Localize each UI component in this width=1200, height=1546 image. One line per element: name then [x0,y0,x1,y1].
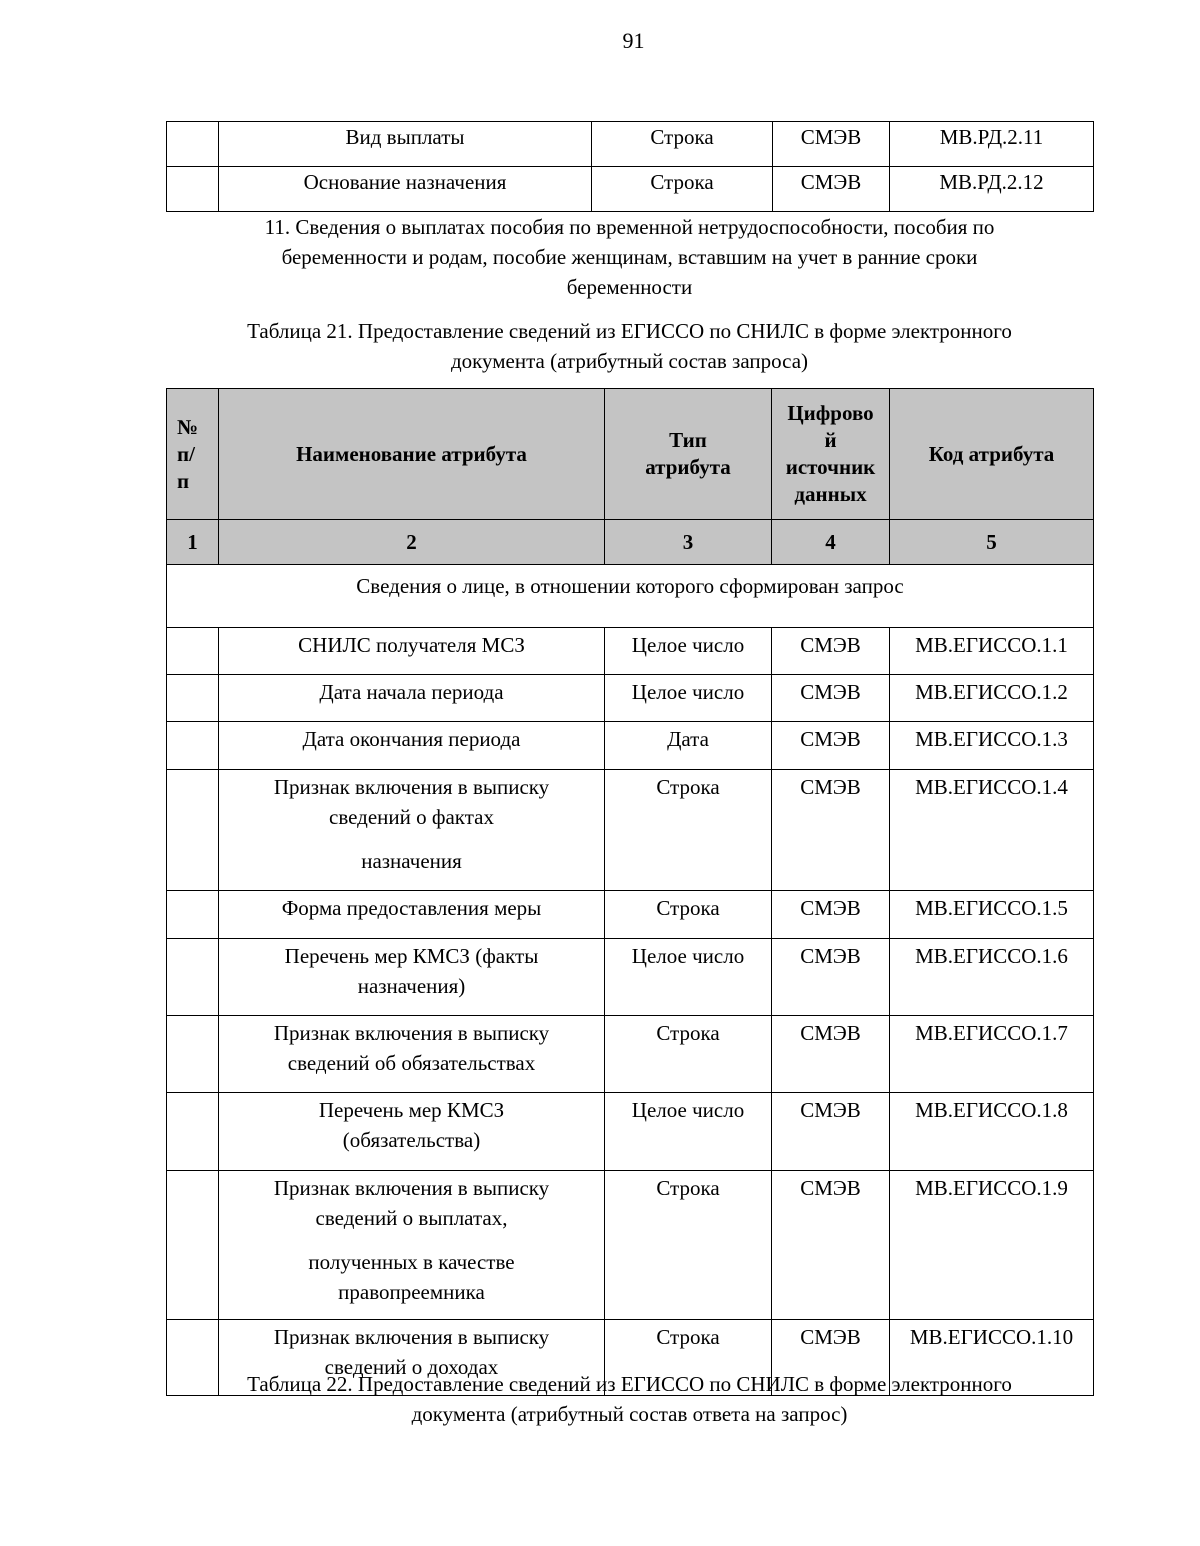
caption-line: документа (атрибутный состав запроса) [450,349,809,373]
caption-line: документа (атрибутный состав ответа на запрос) [411,1402,848,1426]
attribute-name-line [219,1233,604,1247]
header-number: 1 [167,520,219,565]
header-type-line: атрибута [645,455,731,479]
attribute-name-line: Признак включения в выписку [273,775,550,799]
attribute-name-line: назначения [361,849,462,873]
data-source-cell: СМЭВ [772,675,890,722]
attribute-name-line: Перечень мер КМСЗ (факты [284,944,539,968]
attribute-name-cell: Основание назначения [219,167,592,212]
attribute-type-cell: Целое число [605,939,772,1016]
header-name: Наименование атрибута [219,389,605,520]
table-row [167,1016,1094,1093]
page-number: 91 [622,28,645,53]
caption-line: Таблица 22. Предоставление сведений из ЕГИССО по СНИЛС в форме электронного [247,1372,1012,1396]
header-source-line: данных [794,482,867,506]
attribute-code-cell: МВ.ЕГИССО.1.3 [890,722,1094,770]
attribute-name-line: Признак включения в выписку [273,1021,550,1045]
data-source-cell: СМЭВ [772,1016,890,1093]
header-type-line: Тип [669,428,707,452]
attribute-name-cell: Вид выплаты [219,122,592,167]
table-21-caption [166,316,1093,376]
attribute-name-cell [219,939,605,1016]
attribute-code-cell: МВ.ЕГИССО.1.8 [890,1093,1094,1171]
attribute-name-cell [219,770,605,891]
row-number-cell [167,722,219,770]
group-title: Сведения о лице, в отношении которого сформирован запрос [167,565,1094,628]
row-number-cell [167,1093,219,1171]
attribute-name-line: Признак включения в выписку [273,1325,550,1349]
table-row [167,1093,1094,1171]
group-row [167,565,1094,628]
table-row [167,722,1094,770]
previous-table-continuation [166,121,1094,212]
attribute-type-cell: Строка [605,1016,772,1093]
table-row [167,891,1094,939]
header-num [167,389,219,520]
attribute-name-line: Перечень мер КМСЗ [318,1098,505,1122]
attribute-code-cell: МВ.РД.2.11 [890,122,1094,167]
table-row [167,675,1094,722]
table-row [167,122,1094,167]
attribute-name-cell [219,1093,605,1171]
attribute-type-cell: Строка [605,1320,772,1396]
row-number-cell [167,891,219,939]
attribute-name-line: сведений о фактах [329,805,494,829]
row-number-cell [167,1016,219,1093]
attribute-code-cell: МВ.ЕГИССО.1.10 [890,1320,1094,1396]
table-row [167,1171,1094,1320]
attribute-type-cell: Целое число [605,675,772,722]
attribute-name-line: правопреемника [338,1280,485,1304]
header-num-line: п [177,468,190,493]
attribute-type-cell: Строка [592,167,773,212]
attribute-name-line: Дата начала периода [319,680,504,704]
table-row [167,167,1094,212]
table-row [167,628,1094,675]
attribute-name-line: полученных в качестве [308,1250,515,1274]
attribute-type-cell: Целое число [605,1093,772,1171]
table-21 [166,388,1094,1396]
header-number: 2 [219,520,605,565]
attribute-type-cell: Строка [605,891,772,939]
attribute-name-line: назначения) [357,974,466,998]
header-number-row [167,520,1094,565]
table-row [167,939,1094,1016]
header-row [167,389,1094,520]
data-source-cell: СМЭВ [772,939,890,1016]
header-source-line: й [824,428,837,452]
section-heading-line: беременности [566,275,693,299]
attribute-type-cell: Дата [605,722,772,770]
attribute-type-cell: Строка [605,1171,772,1320]
attribute-code-cell: МВ.ЕГИССО.1.9 [890,1171,1094,1320]
attribute-code-cell: МВ.ЕГИССО.1.2 [890,675,1094,722]
data-source-cell: СМЭВ [772,1171,890,1320]
attribute-name-cell [219,1171,605,1320]
attribute-name-line: сведений о выплатах, [315,1206,508,1230]
data-source-cell: СМЭВ [772,891,890,939]
attribute-code-cell: МВ.ЕГИССО.1.5 [890,891,1094,939]
header-type [605,389,772,520]
attribute-type-cell: Строка [592,122,773,167]
row-number-cell [167,675,219,722]
data-source-cell: СМЭВ [772,1320,890,1396]
attribute-name-cell [219,891,605,939]
attribute-name-cell [219,675,605,722]
attribute-code-cell: МВ.ЕГИССО.1.7 [890,1016,1094,1093]
caption-line: Таблица 21. Предоставление сведений из ЕГИССО по СНИЛС в форме электронного [247,319,1012,343]
attribute-code-cell: МВ.ЕГИССО.1.6 [890,939,1094,1016]
attribute-name-line: СНИЛС получателя МСЗ [298,633,525,657]
row-number-cell [167,939,219,1016]
header-number: 4 [772,520,890,565]
data-source-cell: СМЭВ [772,1093,890,1171]
row-number-cell [167,122,219,167]
attribute-type-cell: Целое число [605,628,772,675]
row-number-cell [167,167,219,212]
data-source-cell: СМЭВ [772,628,890,675]
attribute-name-line [219,832,604,846]
data-source-cell: СМЭВ [772,722,890,770]
header-code: Код атрибута [890,389,1094,520]
section-heading-line: беременности и родам, пособие женщинам, вставшим на учет в ранние сроки [281,245,978,269]
header-number: 5 [890,520,1094,565]
attribute-code-cell: МВ.ЕГИССО.1.4 [890,770,1094,891]
attribute-code-cell: МВ.ЕГИССО.1.1 [890,628,1094,675]
attribute-name-cell [219,1016,605,1093]
header-source-line: Цифрово [787,401,874,425]
attribute-name-line: сведений об обязательствах [287,1051,536,1075]
attribute-name-line: Признак включения в выписку [273,1176,550,1200]
attribute-name-line: Дата окончания периода [302,727,521,751]
attribute-code-cell: МВ.РД.2.12 [890,167,1094,212]
section-heading-line: 11. Сведения о выплатах пособия по временной нетрудоспособности, пособия по [264,215,995,239]
header-number: 3 [605,520,772,565]
header-source-line: источник [785,455,876,479]
data-source-cell: СМЭВ [773,167,890,212]
attribute-type-cell: Строка [605,770,772,891]
row-number-cell [167,628,219,675]
header-source [772,389,890,520]
section-heading [166,212,1093,302]
attribute-name-line: Форма предоставления меры [281,896,542,920]
header-num-line: п/ [177,441,195,466]
table-22-caption [166,1369,1093,1429]
row-number-cell [167,770,219,891]
row-number-cell [167,1171,219,1320]
table-row [167,770,1094,891]
attribute-name-line: (обязательства) [342,1128,481,1152]
data-source-cell: СМЭВ [772,770,890,891]
header-num-line: № [177,414,199,439]
data-source-cell: СМЭВ [773,122,890,167]
attribute-name-line: сведений о доходах [324,1355,499,1379]
attribute-name-cell [219,722,605,770]
attribute-name-cell [219,628,605,675]
